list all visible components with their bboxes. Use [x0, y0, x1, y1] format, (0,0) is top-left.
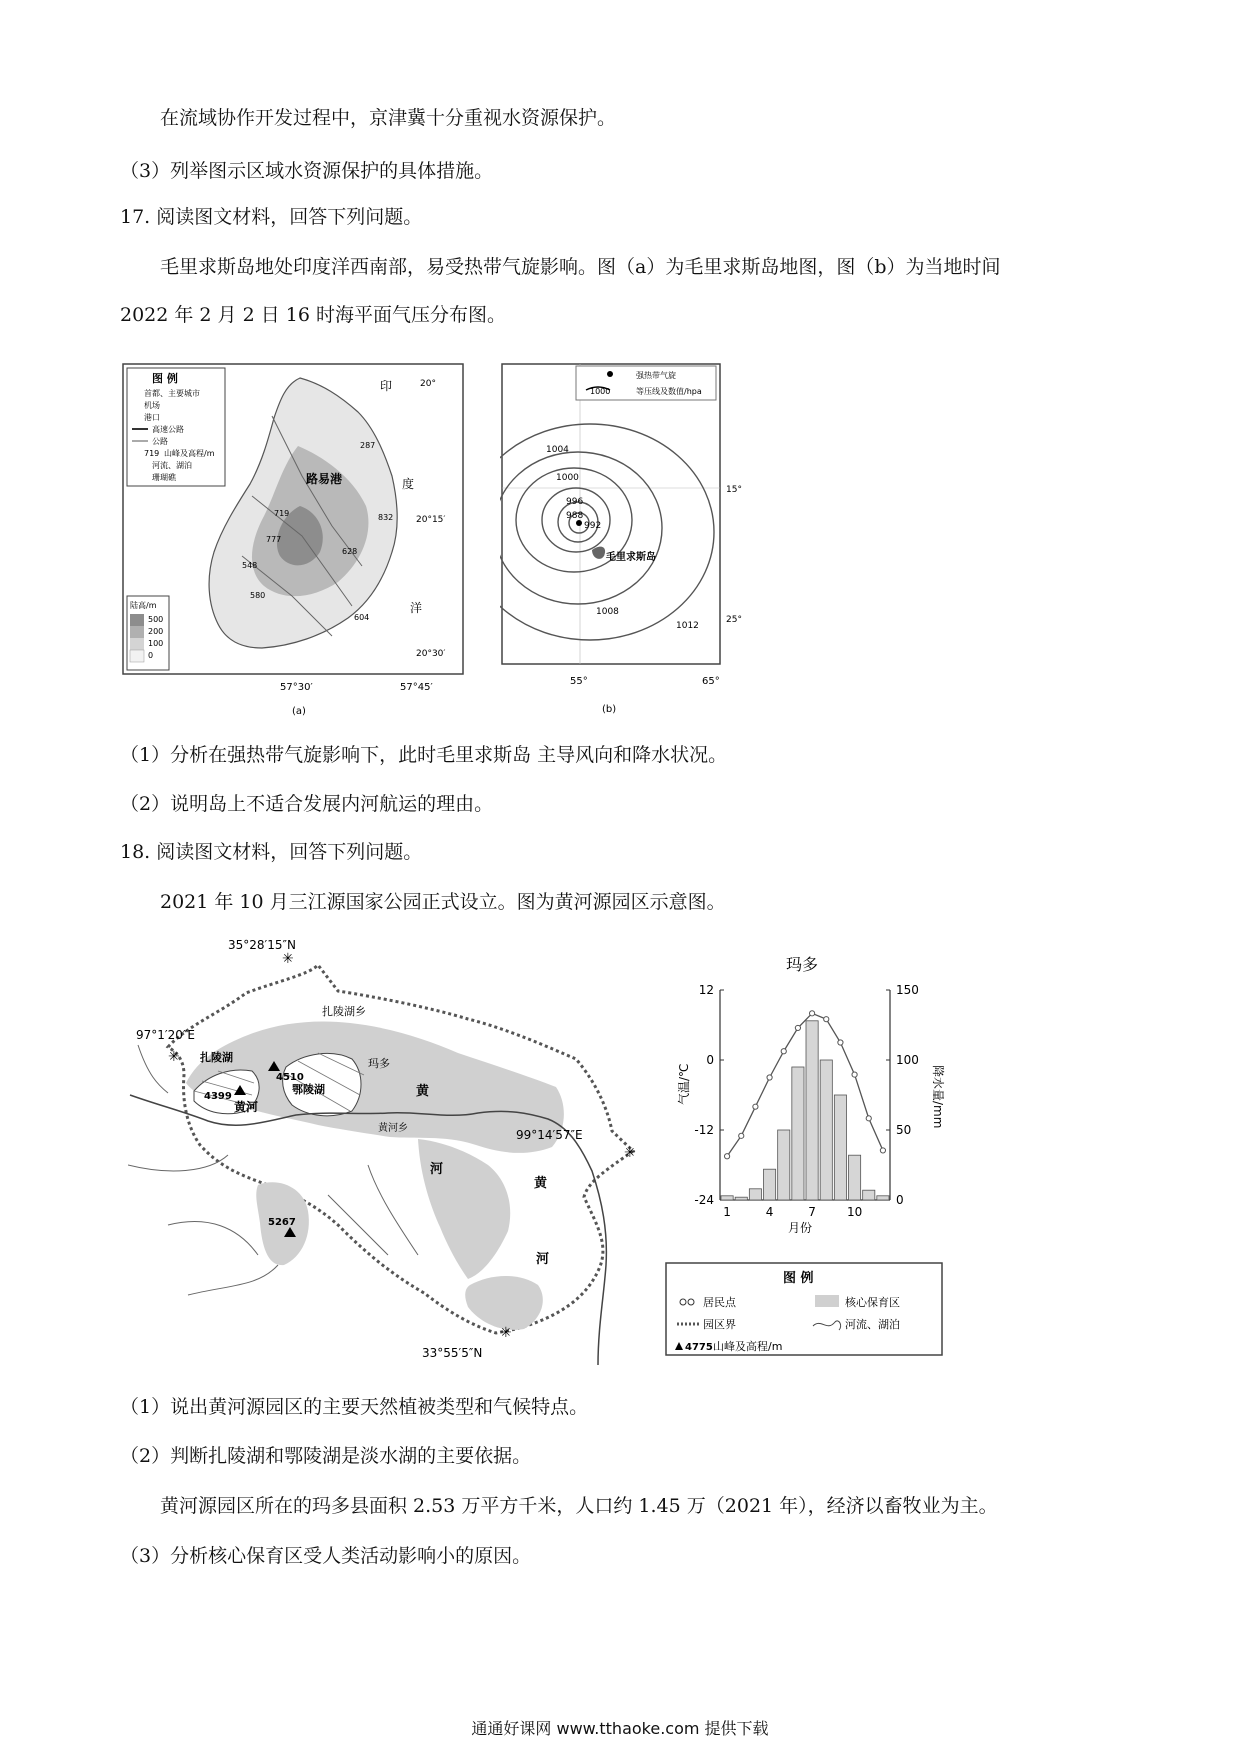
ocean-char-1: 印	[380, 379, 393, 393]
temperature-point	[753, 1104, 758, 1109]
temperature-point	[852, 1072, 857, 1077]
question-16-3: （3）列举图示区域水资源保护的具体措施。	[120, 160, 494, 182]
legend-item-city: 首都、主要城市	[144, 389, 200, 398]
peak-a-1: 287	[360, 441, 376, 450]
precip-bar	[764, 1169, 776, 1200]
caption-b: (b)	[602, 704, 617, 715]
question-17-2: （2）说明岛上不适合发展内河航运的理由。	[120, 793, 494, 815]
peak-4399: 4399	[204, 1091, 232, 1102]
tick-label-left: 0	[706, 1053, 714, 1067]
river-label-3: 河	[430, 1162, 444, 1177]
legend-title-a: 图 例	[152, 372, 178, 385]
legend-item-airport: 机场	[144, 401, 160, 410]
temperature-point	[739, 1133, 744, 1138]
legend18-core-reserve: 核心保育区	[845, 1296, 900, 1309]
lake-eling: 鄂陵湖	[292, 1083, 325, 1096]
isobar-1000: 1000	[556, 473, 579, 483]
legend-item-river: 河流、湖泊	[152, 461, 192, 470]
peak-a-8: 604	[354, 613, 370, 622]
tick-label-x: 7	[808, 1205, 816, 1219]
elev-title: 陆高/m	[130, 601, 157, 610]
precip-bar	[834, 1095, 846, 1200]
ocean-char-2: 度	[402, 477, 415, 491]
legend-item-highway: 高速公路	[152, 425, 184, 434]
temperature-point	[866, 1116, 871, 1121]
lat-label-a-1: 20°	[420, 379, 436, 389]
precip-bar	[749, 1189, 761, 1200]
question-18-2: （2）判断扎陵湖和鄂陵湖是淡水湖的主要依据。	[120, 1445, 532, 1467]
legend18-title: 图 例	[783, 1271, 814, 1286]
temperature-point	[809, 1011, 814, 1016]
lat-label-b-1: 15°	[726, 485, 742, 495]
tick-label-left: -24	[694, 1193, 714, 1207]
question-18-material: 2021 年 10 月三江源国家公园正式设立。图为黄河源园区示意图。	[160, 891, 726, 913]
precip-bar	[778, 1130, 790, 1200]
chart-ylabel-left: 气温/℃	[677, 1063, 691, 1105]
isobar-988: 988	[566, 511, 584, 521]
peak-4510: 4510	[276, 1072, 304, 1083]
lake-zhaling: 扎陵湖	[200, 1051, 233, 1064]
chart-title: 玛多	[786, 955, 819, 974]
temperature-point	[724, 1154, 729, 1159]
lat-label-a-3: 20°30′	[416, 649, 446, 659]
precip-bar	[806, 1021, 818, 1200]
elev-0: 0	[148, 651, 154, 660]
coord-east: 99°14′57″E	[516, 1128, 583, 1142]
river-label-5: 河	[536, 1252, 550, 1267]
ocean-char-3: 洋	[410, 601, 423, 615]
climate-chart	[668, 945, 948, 1249]
legend18-river-lake: 河流、湖泊	[845, 1318, 900, 1331]
temperature-point	[880, 1148, 885, 1153]
tick-label-left: 12	[698, 983, 714, 997]
svg-text:✳: ✳	[624, 1145, 636, 1161]
precip-bar	[792, 1067, 804, 1200]
footer-source: 通通好课网 www.tthaoke.com 提供下载	[471, 1719, 769, 1738]
legend18-park-boundary: 园区界	[703, 1318, 736, 1331]
tick-label-x: 10	[846, 1205, 863, 1219]
legend-isobar-value: 1000	[590, 387, 611, 396]
peak-a-5: 628	[342, 547, 358, 556]
question-17-material-line1: 毛里求斯岛地处印度洋西南部，易受热带气旋影响。图（a）为毛里求斯岛地图，图（b）为当地时间	[160, 256, 1001, 278]
question-18-material2: 黄河源园区所在的玛多县面积 2.53 万平方千米，人口约 1.45 万（2021 年），经济以畜牧业为主。	[160, 1495, 998, 1517]
lon-label-a-1: 57°30′	[280, 682, 313, 693]
figure-18-legend	[665, 1262, 945, 1361]
tick-label-right: 0	[896, 1193, 904, 1207]
isobar-1012: 1012	[676, 621, 699, 631]
question-17-material-line2: 2022 年 2 月 2 日 16 时海平面气压分布图。	[120, 304, 506, 326]
precip-bar	[721, 1196, 733, 1200]
place-huanghe-xiang: 黄河乡	[378, 1123, 408, 1134]
question-18-heading: 18. 阅读图文材料，回答下列问题。	[120, 841, 423, 863]
question-17-1: （1）分析在强热带气旋影响下，此时毛里求斯岛 主导风向和降水状况。	[120, 744, 728, 766]
figure-a-mauritius-map	[122, 356, 472, 720]
isobar-1008: 1008	[596, 607, 619, 617]
coord-west: 97°1′20″E	[136, 1028, 195, 1042]
lon-label-b-2: 65°	[702, 676, 720, 687]
legend18-settlement: 居民点	[703, 1296, 736, 1309]
tick-label-x: 4	[765, 1205, 774, 1219]
coord-south: 33°55′5″N	[422, 1346, 483, 1360]
precip-bar	[863, 1190, 875, 1200]
svg-text:✳: ✳	[168, 1049, 180, 1065]
chart-xlabel: 月份	[788, 1221, 813, 1235]
figure-18-map	[128, 935, 648, 1379]
legend18-peak-value: 4775	[685, 1342, 713, 1353]
coord-north: 35°28′15″N	[228, 938, 296, 952]
paragraph-context: 在流域协作开发过程中，京津冀十分重视水资源保护。	[160, 107, 617, 129]
elev-200: 200	[148, 627, 164, 636]
legend-item-peak: 山峰及高程/m	[164, 449, 215, 458]
temperature-point	[781, 1049, 786, 1054]
peak-a-7: 580	[250, 591, 266, 600]
isobar-996: 996	[566, 497, 584, 507]
temperature-point	[838, 1040, 843, 1045]
precip-bar	[849, 1155, 861, 1200]
elev-500: 500	[148, 615, 164, 624]
temperature-point	[824, 1017, 829, 1022]
peak-a-4: 832	[378, 513, 394, 522]
legend18-peak: 山峰及高程/m	[713, 1340, 783, 1353]
river-label-2: 黄	[416, 1084, 430, 1099]
tick-label-left: -12	[694, 1123, 714, 1137]
legend-item-peak-value: 719	[144, 449, 160, 458]
city-port-louis: 路易港	[306, 472, 343, 486]
place-zhalinghu-xiang: 扎陵湖乡	[322, 1005, 366, 1018]
precip-bar	[820, 1060, 832, 1200]
river-label-1: 黄河	[234, 1100, 259, 1114]
lon-label-b-1: 55°	[570, 676, 588, 687]
peak-a-2: 719	[274, 509, 290, 518]
caption-a: (a)	[292, 706, 306, 716]
legend-isobar: 等压线及数值/hpa	[636, 387, 702, 396]
svg-text:✳: ✳	[500, 1325, 512, 1341]
tick-label-right: 150	[896, 983, 919, 997]
question-18-1: （1）说出黄河源园区的主要天然植被类型和气候特点。	[120, 1396, 589, 1418]
temperature-point	[795, 1025, 800, 1030]
elev-100: 100	[148, 639, 164, 648]
legend-item-reef: 珊瑚礁	[152, 473, 176, 482]
lon-label-a-2: 57°45′	[400, 682, 433, 693]
temperature-line	[727, 1013, 883, 1156]
peak-a-3: 777	[266, 535, 282, 544]
legend-item-port: 港口	[144, 413, 160, 422]
tick-label-right: 100	[896, 1053, 919, 1067]
tick-label-x: 1	[723, 1205, 731, 1219]
chart-ylabel-right: 降水量/mm	[931, 1065, 945, 1129]
legend-cyclone: 强热带气旋	[636, 371, 676, 380]
isobar-992: 992	[584, 521, 602, 531]
temperature-point	[767, 1075, 772, 1080]
isobar-1004: 1004	[546, 445, 569, 455]
question-17-heading: 17. 阅读图文材料，回答下列问题。	[120, 206, 423, 228]
figure-b-pressure-map	[500, 360, 770, 720]
precip-bar	[877, 1196, 889, 1200]
legend-item-road: 公路	[152, 437, 168, 446]
question-18-3: （3）分析核心保育区受人类活动影响小的原因。	[120, 1545, 532, 1567]
place-maduo: 玛多	[368, 1057, 390, 1070]
lat-label-a-2: 20°15′	[416, 515, 446, 525]
lat-label-b-2: 25°	[726, 615, 742, 625]
svg-text:✳: ✳	[282, 951, 294, 967]
tick-label-right: 50	[896, 1123, 912, 1137]
label-mauritius: 毛里求斯岛	[606, 552, 656, 563]
river-label-4: 黄	[534, 1176, 548, 1191]
peak-5267: 5267	[268, 1217, 296, 1228]
peak-a-6: 548	[242, 561, 258, 570]
precip-bar	[735, 1197, 747, 1200]
